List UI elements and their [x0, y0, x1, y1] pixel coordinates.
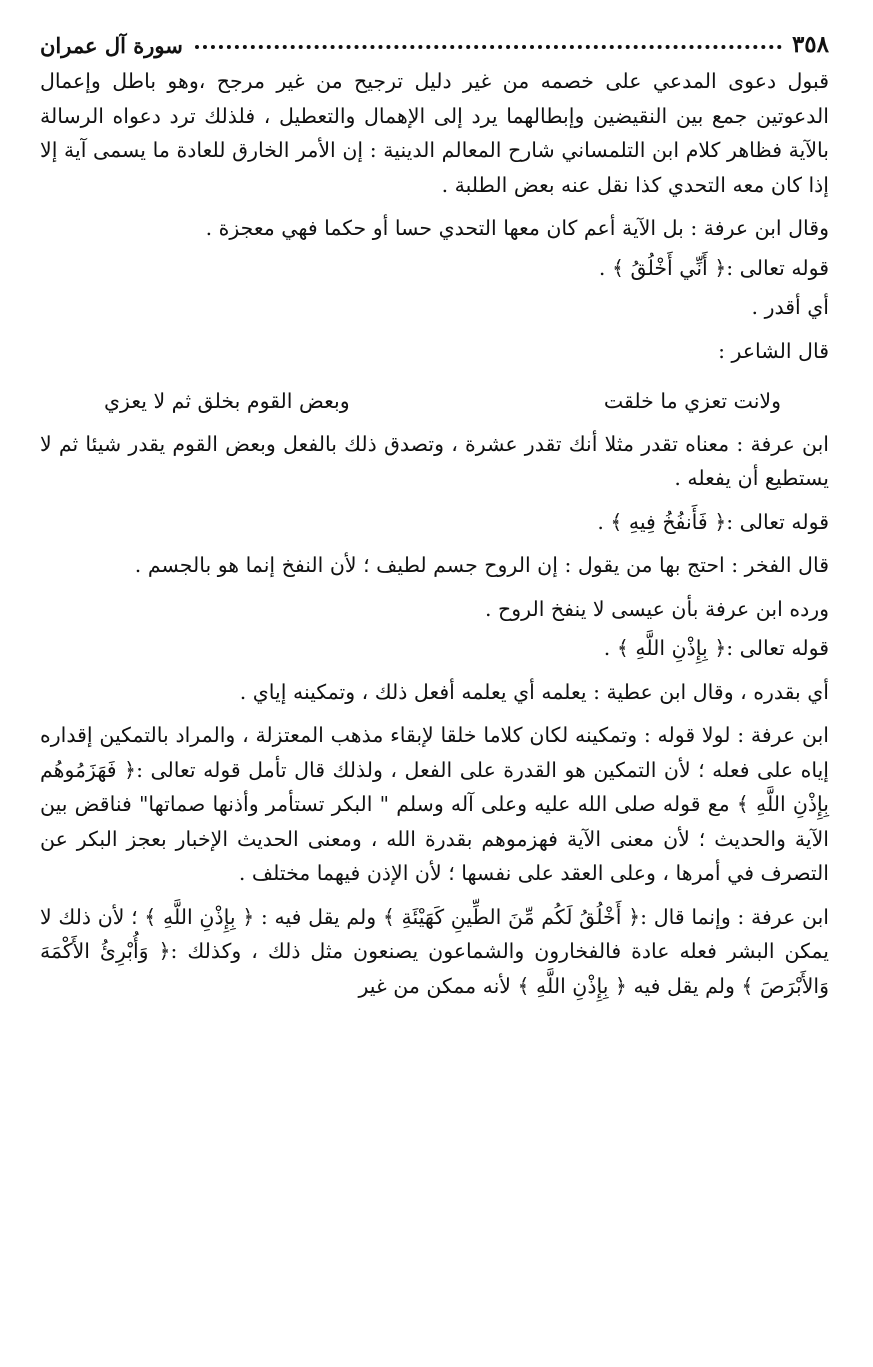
page-body — [40, 64, 829, 1003]
paragraph: ورده ابن عرفة بأن عيسى لا ينفخ الروح . — [484, 596, 829, 621]
poem-verse — [40, 384, 829, 419]
poem-hemistich-first: ولانت تعزي ما خلقت — [603, 389, 781, 413]
paragraph: ابن عرفة : معناه تقدر مثلا أنك تقدر عشرة ، وتصدق ذلك بالفعل وبعض القوم يقدر شيئا ثم لا يستطيع أن يفعله . — [40, 431, 829, 490]
verse-heading: قوله تعالى :﴿ بِإِذْنِ اللَّهِ ﴾ . — [603, 636, 829, 660]
verse-heading: قوله تعالى :﴿ فَأَنفُخُ فِيهِ ﴾ . — [597, 509, 829, 534]
running-header — [40, 28, 829, 58]
paragraph: أي أقدر . — [751, 295, 829, 319]
surah-title: سورة آل عمران — [40, 33, 183, 58]
paragraph: أي بقدره ، وقال ابن عطية : يعلمه أي يعلمه أفعل ذلك ، وتمكينه إياي . — [239, 679, 829, 704]
header-dotted-rule — [195, 45, 782, 49]
paragraph: ابن عرفة : وإنما قال :﴿ أَخْلُقُ لَكُم مِّنَ الطِّينِ كَهَيْئَةِ ﴾ ولم يقل فيه : ﴿ بِإِذْنِ اللَّهِ ﴾ ؛ لأن ذلك لا يمكن البشر فعله عادة فالفخارون والشماعون يصنعون مثل ذلك ، وكذلك :﴿ وَأُبْرِئُ الأَكْمَهَ وَالأَبْرَصَ ﴾ ولم يقل فيه ﴿ بِإِذْنِ اللَّهِ ﴾ لأنه ممكن من غير — [40, 904, 829, 998]
paragraph: ابن عرفة : لولا قوله : وتمكينه لكان كلاما خلقا لإبقاء مذهب المعتزلة ، والمراد بالتمكين إقداره إياه على فعله ؛ لأن التمكين هو القدرة على الفعل ، ولذلك قال تأمل قوله تعالى :﴿ فَهَزَمُوهُم بِإِذْنِ اللَّهِ ﴾ مع قوله صلى الله عليه وعلى آله وسلم " البكر تستأمر وأذنها صماتها" فناقض بين الآية والحديث ؛ لأن معنى الآية فهزموهم بقدرة الله ، ومعنى الحديث الإخبار بعجز البكر عن التصرف في أمرها ، وعلى العقد على نفسها ؛ لأن الإذن فيهما مختلف . — [40, 723, 829, 885]
page-number: ٣٥٨ — [791, 31, 829, 58]
paragraph: قبول دعوى المدعي على خصمه من غير دليل ترجيح من غير مرجح ،وهو باطل وإعمال الدعوتين جمع بين النقيضين وإبطالهما يرد إلى الإهمال والتعطيل ، فلذلك ترد دعواه الرسالة بالآية فظاهر كلام ابن التلمساني شارح المعالم الدينية : إن الأمر الخارق للعادة ما يسمى آية إلا إذا كان معه التحدي كذا نقل عنه بعض الطلبة . — [40, 69, 829, 197]
paragraph: قال الفخر : احتج بها من يقول : إن الروح جسم لطيف ؛ لأن النفخ إنما هو بالجسم . — [134, 553, 829, 577]
paragraph: قال الشاعر : — [718, 338, 829, 363]
paragraph: وقال ابن عرفة : بل الآية أعم كان معها التحدي حسا أو حكما فهي معجزة . — [205, 216, 829, 240]
poem-hemistich-second: وبعض القوم بخلق ثم لا يعزي — [104, 389, 350, 413]
verse-heading: قوله تعالى :﴿ أَنِّي أَخْلُقُ ﴾ . — [598, 255, 829, 280]
